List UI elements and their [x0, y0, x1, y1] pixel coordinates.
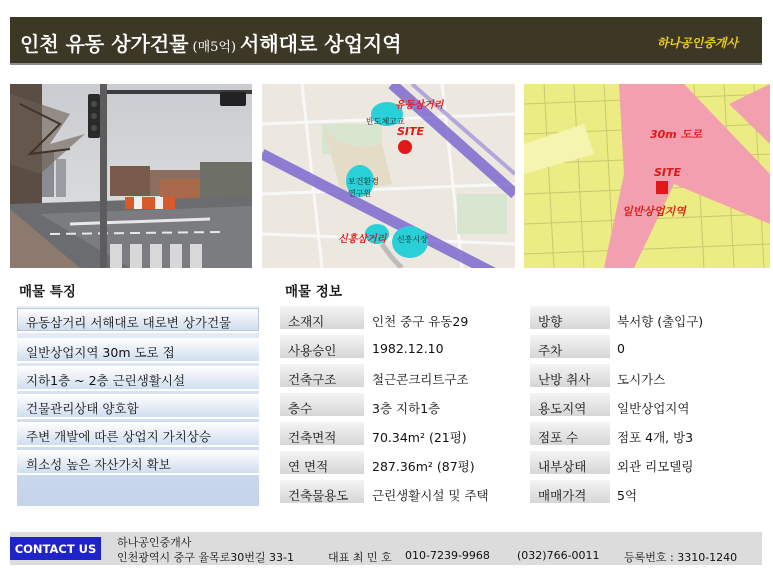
info-value: 70.34m² (21평) [372, 430, 467, 445]
info-label: 건축물용도 [280, 480, 364, 506]
info-label: 방향 [530, 306, 610, 332]
info-value: 근린생활시설 및 주택 [372, 488, 489, 503]
feature-item: 희소성 높은 자산가치 확보 [17, 450, 259, 475]
footer-mobile: 010-7239-9968 [405, 549, 490, 562]
contact-us-button[interactable]: CONTACT US [10, 537, 101, 560]
info-label: 내부상태 [530, 451, 610, 477]
info-value: 도시가스 [617, 372, 666, 387]
info-label: 연 면적 [280, 451, 364, 477]
feature-item: 주변 개발에 따른 상업지 가치상승 [17, 422, 259, 447]
map2-label: 30m 도로 [650, 128, 702, 141]
info-value: 북서향 (출입구) [617, 314, 704, 329]
footer-registration: 등록번호 : 3310-1240 [624, 551, 738, 564]
feature-item: 유동삼거리 서해대로 대로변 상가건물 [17, 308, 259, 333]
info-heading: 매물 정보 [285, 284, 342, 300]
zoning-map [524, 84, 770, 268]
map1-label: 유동삼거리 [395, 100, 444, 111]
map1-label: 연구원 [348, 189, 372, 198]
footer-company: 하나공인중개사 [117, 536, 192, 549]
features-heading: 매물 특징 [19, 284, 76, 300]
info-label: 매매가격 [530, 480, 610, 506]
info-label: 용도지역 [530, 393, 610, 419]
brand-name: 하나공인중개사 [656, 36, 738, 50]
site-marker [656, 181, 668, 194]
page-title [20, 28, 402, 57]
feature-item: 지하1층 ~ 2층 근린생활시설 [17, 366, 259, 391]
map1-label: 보건환경 [348, 177, 379, 186]
title-bar [10, 17, 762, 65]
info-label: 층수 [280, 393, 364, 419]
info-value: 1982.12.10 [372, 341, 444, 356]
footer-address: 인천광역시 중구 율목로30번길 33-1 [117, 551, 294, 564]
map2-label: 일반상업지역 [622, 205, 686, 218]
info-label: 사용승인 [280, 335, 364, 361]
info-value: 3층 지하1층 [372, 401, 441, 416]
map1-site-label: SITE [397, 125, 425, 138]
feature-item: 건물관리상태 양호함 [17, 394, 259, 419]
info-value: 287.36m² (87평) [372, 459, 475, 474]
map2-site-label: SITE [654, 166, 682, 179]
info-value: 외관 리모델링 [617, 459, 694, 474]
footer-phone: (032)766-0011 [517, 549, 600, 562]
info-value: 철근콘크리트구조 [372, 372, 469, 387]
site-marker [398, 140, 412, 154]
title-price: (매5억) [192, 40, 237, 55]
location-map [262, 84, 515, 268]
info-label: 건축구조 [280, 364, 364, 390]
info-label: 소재지 [280, 306, 364, 332]
info-value: 5억 [617, 488, 638, 503]
info-value: 인천 중구 유동29 [372, 314, 469, 329]
title-sub: 서해대로 상업지역 [240, 32, 402, 56]
info-value: 일반상업지역 [617, 401, 690, 416]
map1-label: 신흥시장 [397, 235, 428, 244]
footer-ceo: 대표 최 민 호 [328, 551, 392, 564]
map1-label: 반도체고교 [366, 117, 405, 126]
title-main: 인천 유동 상가건물 [20, 32, 189, 56]
info-label: 난방 취사 [530, 364, 610, 390]
info-label: 점포 수 [530, 422, 610, 448]
map1-label: 신흥삼거리 [338, 234, 387, 245]
info-value: 점포 4개, 방3 [617, 430, 694, 445]
street-photo [10, 84, 252, 268]
feature-item: 일반상업지역 30m 도로 접 [17, 338, 259, 363]
info-label: 건축면적 [280, 422, 364, 448]
info-value: 0 [617, 341, 625, 356]
info-label: 주차 [530, 335, 610, 361]
